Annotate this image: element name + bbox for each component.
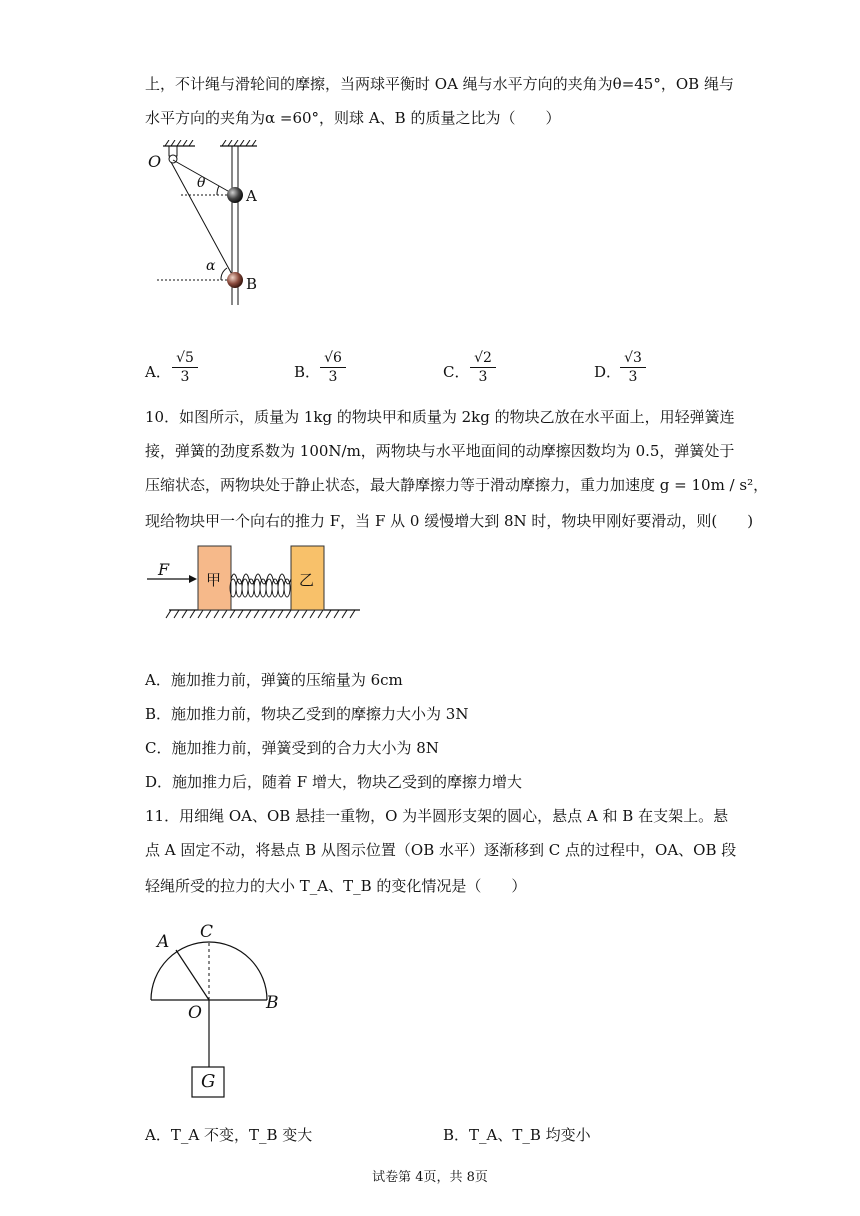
q9-option-a-fraction <box>172 350 198 385</box>
q11-label-C: C <box>200 922 214 942</box>
q9-pulley-figure <box>145 140 305 310</box>
q9-option-d-fraction <box>620 350 646 385</box>
page-footer: 试卷第 4页，共 8页 <box>372 1170 488 1185</box>
q9-option-a-letter: A． <box>145 363 171 381</box>
q9-text-line-2: 水平方向的夹角为α =60°，则球 A、B 的质量之比为（ ） <box>145 109 561 127</box>
q9-text-line-1: 上，不计绳与滑轮间的摩擦，当两球平衡时 OA 绳与水平方向的夹角为θ=45°，OB 绳与 <box>145 75 734 93</box>
q10-label-yi: 乙 <box>299 571 315 589</box>
q9-label-theta: θ <box>197 175 206 191</box>
q10-label-F: F <box>158 560 170 579</box>
q9-option-c-fraction <box>470 350 496 385</box>
q10-option-b: B．施加推力前，物块乙受到的摩擦力大小为 3N <box>145 705 469 723</box>
q9-option-b-fraction <box>320 350 346 385</box>
q11-label-O: O <box>188 1003 202 1023</box>
q9-label-alpha: α <box>206 258 216 274</box>
q10-text-line-4: 现给物块甲一个向右的推力 F，当 F 从 0 缓慢增大到 8N 时，物块甲刚好要滑动，则( ) <box>145 512 754 530</box>
q10-label-jia: 甲 <box>206 571 222 589</box>
q9-option-b-numerator: √6 <box>320 350 346 368</box>
q9-option-b-letter: B． <box>294 363 321 381</box>
q11-text-line-3: 轻绳所受的拉力的大小 T_A、T_B 的变化情况是（ ） <box>145 877 527 895</box>
q10-option-c: C．施加推力前，弹簧受到的合力大小为 8N <box>145 739 439 757</box>
q9-label-B: B <box>246 275 258 293</box>
q11-label-G: G <box>201 1071 216 1092</box>
q9-option-a-denominator: 3 <box>180 369 190 385</box>
q9-label-A: A <box>246 187 257 205</box>
q11-text-line-2: 点 A 固定不动，将悬点 B 从图示位置（OB 水平）逐渐移到 C 点的过程中，OA、OB 段 <box>145 841 737 859</box>
q9-label-O: O <box>148 152 162 171</box>
q9-option-b-denominator: 3 <box>328 369 338 385</box>
q10-text-line-1: 10．如图所示，质量为 1kg 的物块甲和质量为 2kg 的物块乙放在水平面上，用轻弹簧连 <box>145 408 735 426</box>
q9-option-a-numerator: √5 <box>172 350 198 368</box>
q11-label-B: B <box>266 993 279 1013</box>
q10-text-line-3: 压缩状态，两物块处于静止状态，最大静摩擦力等于滑动摩擦力，重力加速度 g = 10m / s²， <box>145 476 769 494</box>
q9-option-d-denominator: 3 <box>628 369 638 385</box>
q10-option-a: A．施加推力前，弹簧的压缩量为 6cm <box>145 671 403 689</box>
q10-text-line-2: 接，弹簧的劲度系数为 100N/m，两物块与水平地面间的动摩擦因数均为 0.5，弹簧处于 <box>145 442 735 460</box>
q10-spring-blocks-figure <box>145 542 365 622</box>
q9-option-d-letter: D． <box>594 363 622 381</box>
q9-option-d-numerator: √3 <box>620 350 646 368</box>
q10-option-d: D．施加推力后，随着 F 增大，物块乙受到的摩擦力增大 <box>145 773 522 791</box>
q11-option-b: B．T_A、T_B 均变小 <box>443 1126 591 1144</box>
q11-label-A: A <box>157 932 170 952</box>
q9-option-c-numerator: √2 <box>470 350 496 368</box>
q11-option-a: A．T_A 不变，T_B 变大 <box>145 1126 313 1144</box>
q9-option-c-denominator: 3 <box>478 369 488 385</box>
q11-text-line-1: 11．用细绳 OA、OB 悬挂一重物，O 为半圆形支架的圆心，悬点 A 和 B 在支架上。悬 <box>145 807 729 825</box>
q9-option-c-letter: C． <box>443 363 470 381</box>
